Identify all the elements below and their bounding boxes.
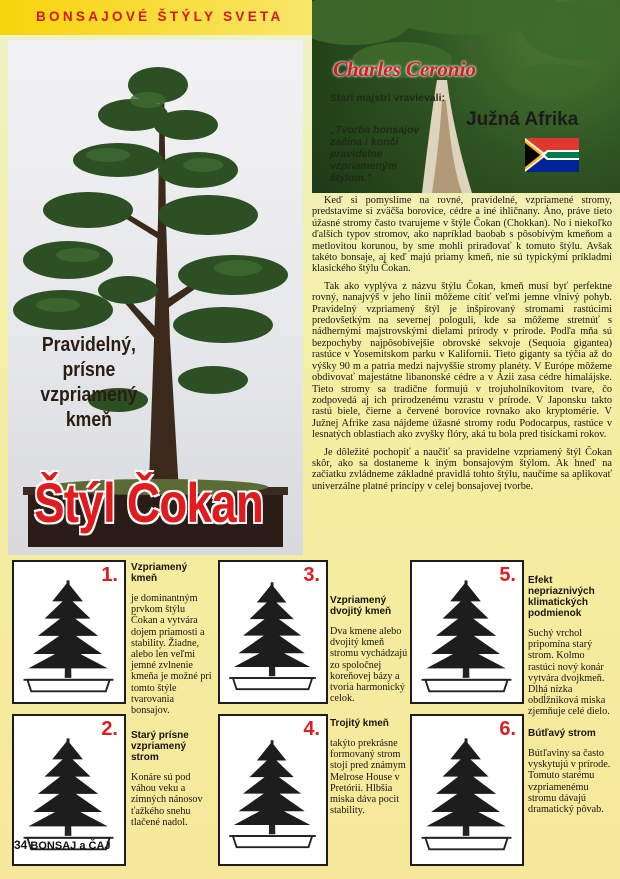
section-title: BONSAJOVÉ ŠTÝLY SVETA [36,9,284,24]
style-number: 6. [499,718,516,740]
style-card-1 [12,560,126,704]
style-number: 3. [303,564,320,586]
page-number: 34 [14,838,28,852]
style-number: 2. [101,718,118,740]
author-name: Charles Ceronio [333,57,476,81]
style-desc-6: Bútľavý strom Bútľaviny sa často vyskytujú v prírode. Tomuto starému vzpriamenému stromu dávajú dramatický pôvab. [528,728,611,816]
header-band [0,0,314,35]
style-card-3 [218,560,328,704]
page-footer [14,838,111,852]
style-desc-1: Vzpriamený kmeň je dominantným prvkom štýlu Čokan a vytvára dojem priamosti a stability. Žiadne, alebo len veľmi jemné zvlnenie kmeňa je možné pri tomto štýle tvarovania bonsajov. [131,562,212,717]
paragraph: Tak ako vyplýva z názvu štýlu Čokan, kmeň musí byť perfektne rovný, nanajvýš v jeho línii môžeme cítiť veľmi jemne vlnivý pohyb. Pravidelný vzpriamený štýl je inšpirovaný stromami rastúcimi predovšetkým na severnej pologuli, kde sa môžeme stretnúť s nádhernými majstrovskými dielami prírody v prírode. Podľa mňa sú bezpochyby najpôsobivejšie obrovské sekvoje (Sequoia gigantea) rastúce v Yosemitskom parku v Kalifornii. Tieto giganty sa týčia až do výšky 90 m a patria medzi najvyššie stromy planéty. V Európe môžeme obdivovať majestátne libanonské cédre a v Ázii zasa cédre himalájske. Tieto stromy sa tradične formujú v trojuholníkovitom tvare, čo zodpovedá aj ich prirodzenému vzrastu v prírode. V Japonsku takto rastú biele, čierne a červené borovice rovnako ako kryptomérie. V Južnej Afrike zasa nájdeme úžasné stromy rodu Podocarpus, rastúce v lesnatých oblastiach ako zvyšky flóry, aká tu bola pred tisíckami rokov. [312,280,612,441]
style-desc-4: Trojitý kmeň takýto prekrásne formovaný strom stojí pred známym Melrose House v Pretórii. Hlbšia miska dáva pocit stability. [330,718,406,817]
style-desc-5: Efekt nepriaznivých klimatických podmienok Suchý vrchol pripomína starý strom. Kolmo rastúci nový konár vytvára dvojkmeň. Dlhá nízka obdĺžniková miska zjemňuje celé dielo. [528,575,610,718]
magazine-name: BONSAJ a ČAJ [30,840,111,852]
style-number: 5. [499,564,516,586]
paragraph: Keď si pomyslíme na rovné, pravidelné, vzpriamené stromy, predstavíme si zväčša borovice, cédre a iné ihličnany. Áno, práve tieto úžasné stromy často tvarujeme v štýle Čokan (Chokkan). No i niekoľko ďalších typov stromov, ako napríklad baobab s pôsobivým kmeňom a metlovitou korunou, by sme mohli prirađovať k tomuto štýlu. Avšak takéto bonsaje, aj keď majú priamy kmeň, nie sú typickými príkladmi klasického štýlu Čokan. [312,195,612,275]
south-africa-flag-icon [525,138,579,172]
country-label: Južná Afrika [466,109,579,130]
article-title: Štýl Čokan [34,471,264,534]
style-card-4 [218,714,328,866]
style-desc-2: Starý prísne vzpriamený strom Konáre sú pod váhou veku a zimných nánosov ťažkého snehu tlačené nadol. [131,730,203,828]
style-number: 1. [101,564,118,586]
style-desc-3: Vzpriamený dvojitý kmeň Dva kmene alebo dvojitý kmeň stromu vychádzajú zo spoločnej koreňovej bázy a tvoria harmonický celok. [330,595,408,705]
article-body [312,195,612,498]
article-subtitle: Pravidelný, prísne vzpriamený kmeň [40,333,138,431]
quote-label: Starí majstri vravievali: [330,92,445,104]
style-card-6 [410,714,524,866]
style-card-5 [410,560,524,704]
quote-text: „Tvorba bonsajov začína i končí pravidelne vzpriameným štýlom." [330,124,420,184]
paragraph: Je dôležité pochopiť a naučiť sa pravidelne vzpriamený štýl Čokan skôr, ako sa dostaneme k iným bonsajovým štýlom. Ak hneď na začiatku zvládneme základné pravidlá tohto štýlu, naučíme sa aplikovať univerzálne platné princípy v celej bonsajovej tvorbe. [312,446,612,492]
style-number: 4. [303,718,320,740]
